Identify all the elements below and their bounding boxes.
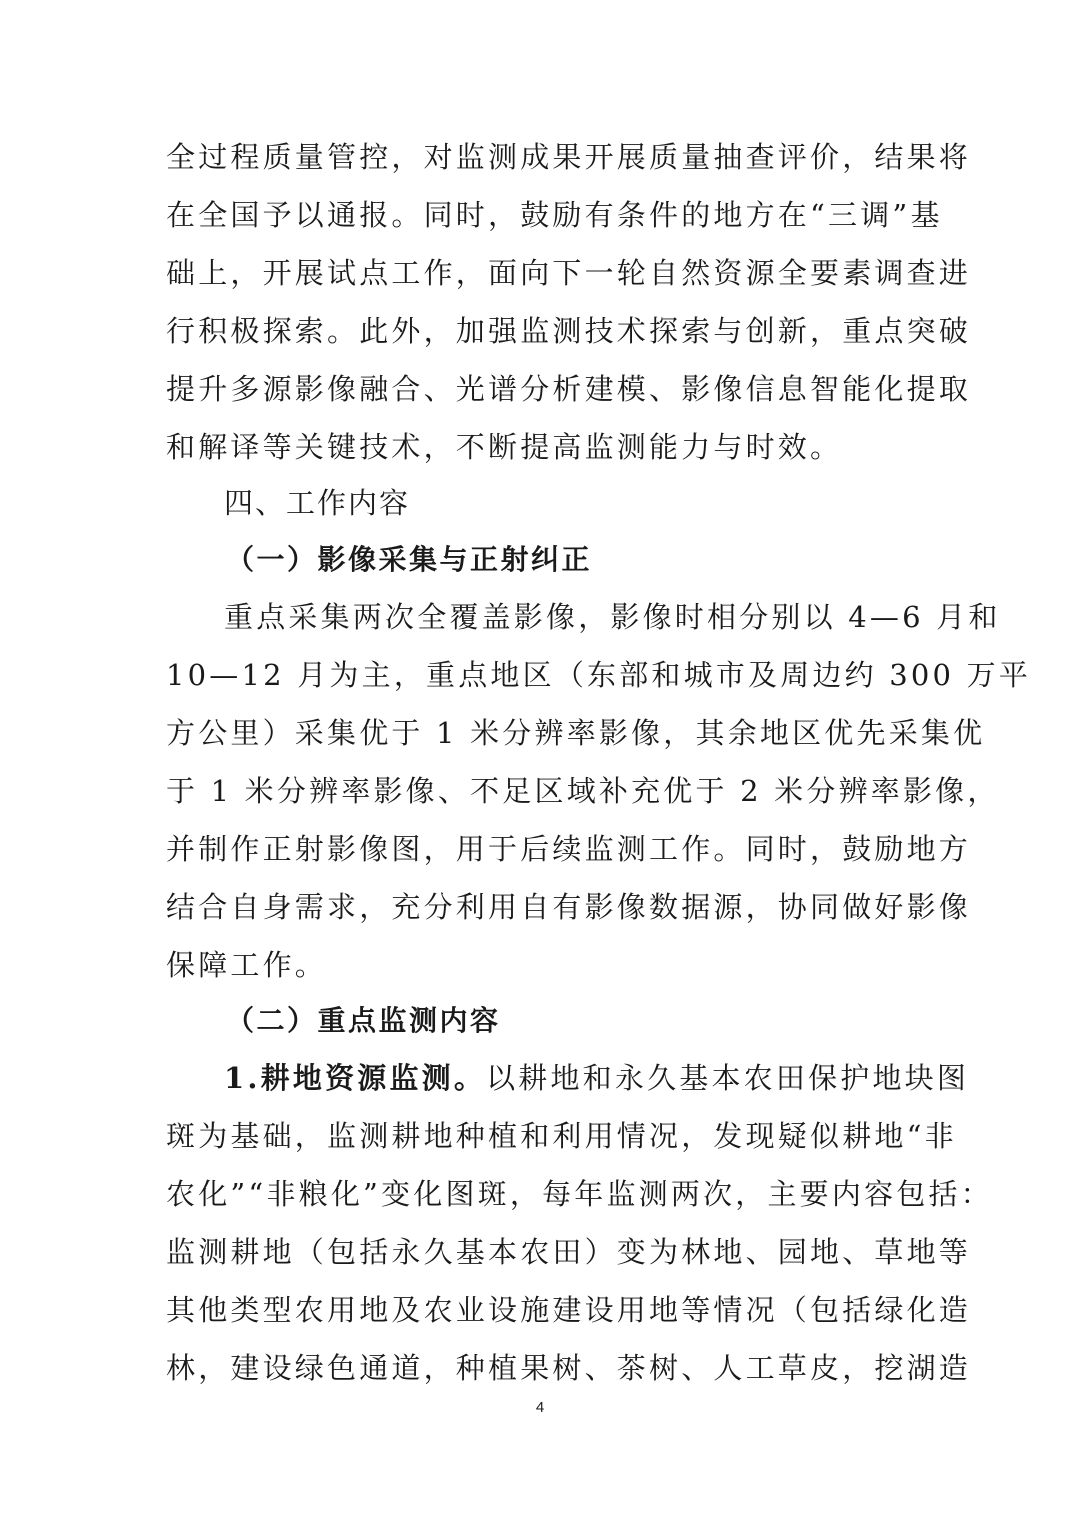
- paragraph-1-line-3: 础上，开展试点工作，面向下一轮自然资源全要素调查进: [166, 256, 972, 290]
- paragraph-3-lead: 1.耕地资源监测。: [224, 1061, 487, 1095]
- paragraph-1-line-1: 全过程质量管控，对监测成果开展质量抽查评价，结果将: [166, 140, 972, 174]
- paragraph-3-line-5: 其他类型农用地及农业设施建设用地等情况（包括绿化造: [166, 1293, 972, 1327]
- subsection-1-heading: （一）影像采集与正射纠正: [226, 543, 593, 576]
- paragraph-2-line-2: 10—12 月为主，重点地区（东部和城市及周边约 300 万平: [166, 658, 1032, 692]
- paragraph-2-line-3: 方公里）采集优于 1 米分辨率影像，其余地区优先采集优: [166, 716, 986, 750]
- paragraph-1-line-2: 在全国予以通报。同时，鼓励有条件的地方在“三调”基: [166, 198, 943, 232]
- paragraph-1-line-5: 提升多源影像融合、光谱分析建模、影像信息智能化提取: [166, 372, 972, 406]
- paragraph-2-line-4: 于 1 米分辨率影像、不足区域补充优于 2 米分辨率影像，: [166, 774, 1000, 808]
- paragraph-2-line-6: 结合自身需求，充分利用自有影像数据源，协同做好影像: [166, 890, 972, 924]
- paragraph-3-line-1-rest: 以耕地和永久基本农田保护地块图: [486, 1061, 970, 1095]
- paragraph-3-line-3: 农化”“非粮化”变化图斑，每年监测两次，主要内容包括：: [166, 1177, 993, 1211]
- paragraph-1-line-6: 和解译等关键技术，不断提高监测能力与时效。: [166, 430, 843, 464]
- paragraph-3-line-4: 监测耕地（包括永久基本农田）变为林地、园地、草地等: [166, 1235, 972, 1269]
- paragraph-2-line-7: 保障工作。: [166, 948, 328, 982]
- paragraph-2-line-1: 重点采集两次全覆盖影像，影像时相分别以 4—6 月和: [224, 600, 1001, 634]
- page-number: 4: [535, 1399, 545, 1416]
- paragraph-1-line-4: 行积极探索。此外，加强监测技术探索与创新，重点突破: [166, 314, 972, 348]
- subsection-2-heading: （二）重点监测内容: [226, 1004, 501, 1037]
- section-heading: 四、工作内容: [224, 486, 411, 520]
- paragraph-3-line-2: 斑为基础，监测耕地种植和利用情况，发现疑似耕地“非: [166, 1119, 957, 1153]
- paragraph-3-line-6: 林，建设绿色通道，种植果树、茶树、人工草皮，挖湖造: [166, 1351, 972, 1385]
- paragraph-3-line-1: [224, 1058, 970, 1098]
- paragraph-2-line-5: 并制作正射影像图，用于后续监测工作。同时，鼓励地方: [166, 832, 972, 866]
